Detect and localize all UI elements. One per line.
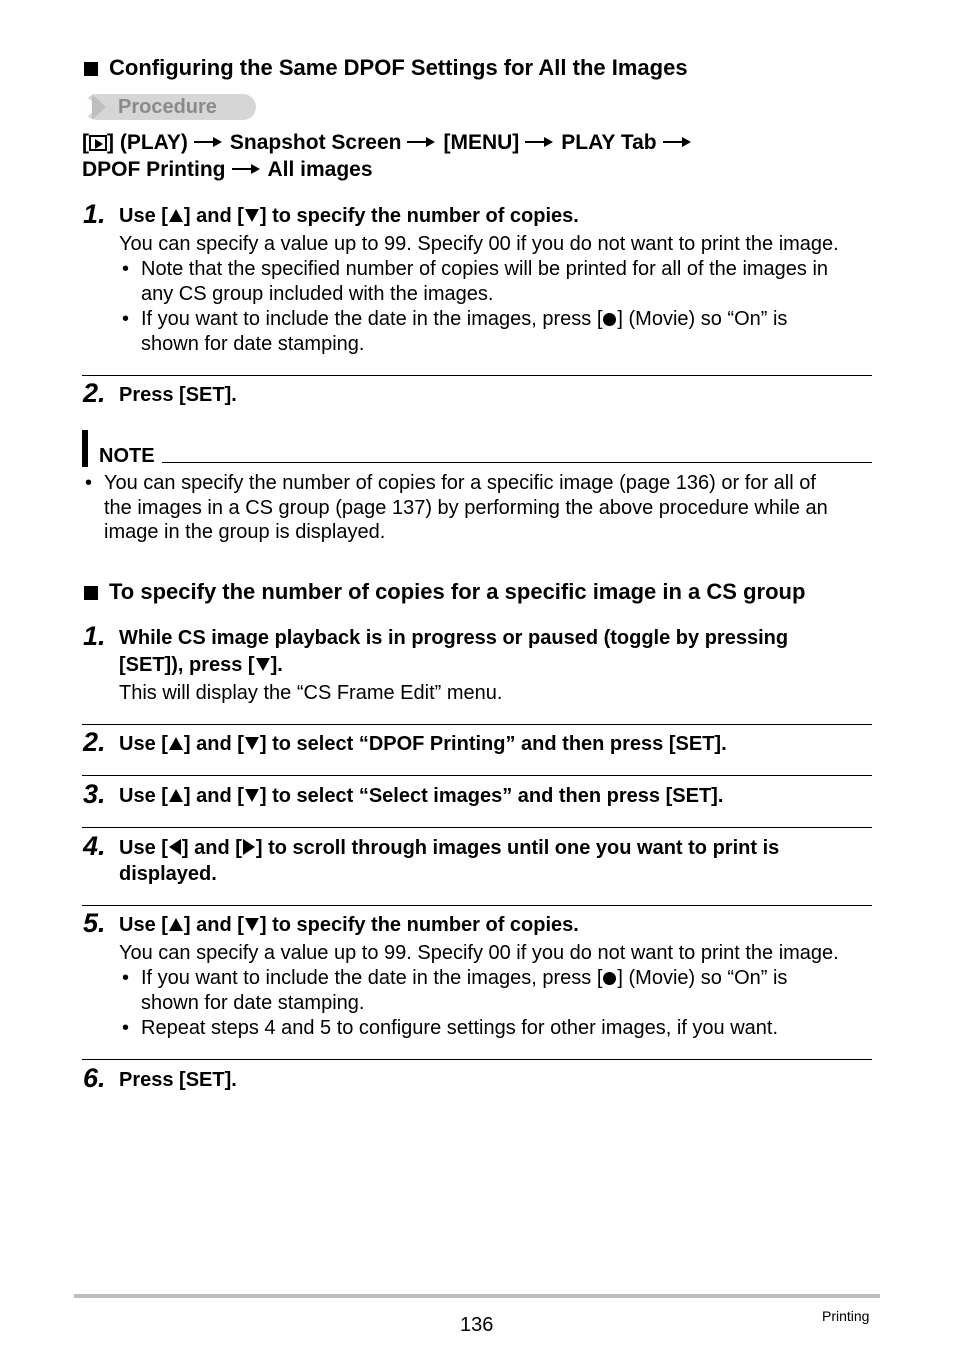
step-instruction-continued: displayed.: [119, 863, 217, 885]
step-divider: [82, 375, 872, 376]
step-number: 2.: [83, 727, 106, 757]
bullet-text: ] (Movie) so “On” is: [617, 308, 788, 330]
step-number: 1.: [83, 621, 106, 651]
step-number: 5.: [83, 908, 106, 938]
step-instruction: [119, 205, 579, 228]
path-play-tab: PLAY Tab: [561, 131, 657, 154]
step-instruction: [119, 733, 727, 756]
step-text: Use [: [119, 205, 168, 227]
square-bullet-icon: [84, 62, 98, 76]
step-instruction: [119, 785, 723, 808]
play-icon: [89, 135, 107, 151]
step-divider: [82, 827, 872, 828]
note-item: • You can specify the number of copies for a specific image (page 136) or for all of: [104, 472, 816, 495]
bullet-item: [141, 967, 787, 990]
step-text: Use [: [119, 914, 168, 936]
bullet-text: If you want to include the date in the images, press [: [141, 967, 603, 989]
down-arrow-icon: [256, 658, 270, 671]
step-body: You can specify a value up to 99. Specify 00 if you do not want to print the image.: [119, 233, 839, 255]
bullet-item-continued: any CS group included with the images.: [141, 283, 494, 305]
step-body: This will display the “CS Frame Edit” menu.: [119, 682, 503, 704]
step-divider: [82, 724, 872, 725]
square-bullet-icon: [84, 586, 98, 600]
step-instruction: Press [SET].: [119, 384, 237, 406]
step-text: ] and [: [183, 785, 244, 807]
down-arrow-icon: [245, 209, 259, 222]
movie-button-icon: [603, 972, 616, 985]
step-instruction: While CS image playback is in progress or paused (toggle by pressing: [119, 627, 789, 649]
step-divider: [82, 775, 872, 776]
path-dpof-printing: DPOF Printing: [82, 158, 226, 181]
section-heading-all-images: [84, 55, 688, 81]
footer-section-name: Printing: [822, 1308, 870, 1324]
step-number: 2.: [83, 378, 106, 408]
step-text: ] to select “DPOF Printing” and then press [SET].: [259, 733, 727, 755]
section-heading-text: To specify the number of copies for a specific image in a CS group: [109, 579, 806, 604]
note-bar: [82, 430, 88, 467]
movie-button-icon: [603, 313, 616, 326]
up-arrow-icon: [169, 789, 183, 802]
step-text: ] and [: [183, 205, 244, 227]
procedure-label: Procedure: [118, 96, 217, 118]
note-item-continued: the images in a CS group (page 137) by performing the above procedure while an: [104, 497, 828, 519]
up-arrow-icon: [169, 918, 183, 931]
step-text: Use [: [119, 837, 168, 859]
step-instruction: [119, 914, 579, 937]
step-body: You can specify a value up to 99. Specify 00 if you do not want to print the image.: [119, 942, 839, 964]
bullet-item: • Note that the specified number of copies will be printed for all of the images in: [141, 258, 828, 281]
step-number: 3.: [83, 779, 106, 809]
arrow-right-icon: [407, 137, 437, 147]
arrow-right-icon: [525, 137, 555, 147]
step-text: ] to specify the number of copies.: [259, 205, 579, 227]
step-number: 1.: [83, 199, 106, 229]
step-text: ].: [270, 654, 283, 676]
bullet-item: [141, 308, 787, 331]
menu-path-line-2: [82, 158, 373, 182]
step-instruction: [119, 837, 779, 860]
step-text: Use [: [119, 785, 168, 807]
down-arrow-icon: [245, 918, 259, 931]
bullet-item: • Repeat steps 4 and 5 to configure settings for other images, if you want.: [141, 1017, 778, 1040]
chevron-shade-icon: [92, 94, 106, 120]
up-arrow-icon: [169, 209, 183, 222]
bullet-item-continued: shown for date stamping.: [141, 333, 365, 355]
step-text: ] to scroll through images until one you want to print is: [255, 837, 780, 859]
step-text: ] and [: [183, 733, 244, 755]
down-arrow-icon: [245, 737, 259, 750]
step-text: ] and [: [181, 837, 242, 859]
arrow-right-icon: [663, 137, 693, 147]
step-text: ] to select “Select images” and then press [SET].: [259, 785, 724, 807]
arrow-right-icon: [232, 164, 262, 174]
footer-divider: [74, 1294, 880, 1298]
left-arrow-icon: [169, 839, 181, 855]
path-snapshot-screen: Snapshot Screen: [229, 131, 402, 154]
step-instruction: Press [SET].: [119, 1069, 237, 1091]
menu-path-line-1: [ ] (PLAY) Snapshot Screen [MENU] PLAY Tab: [82, 131, 699, 155]
up-arrow-icon: [169, 737, 183, 750]
right-arrow-icon: [243, 839, 255, 855]
step-text: Use [: [119, 733, 168, 755]
section-heading-text: Configuring the Same DPOF Settings for All the Images: [109, 55, 688, 80]
bullet-item-continued: shown for date stamping.: [141, 992, 365, 1014]
step-text: ] and [: [183, 914, 244, 936]
section-heading-cs-group: [84, 579, 805, 605]
step-number: 6.: [83, 1063, 106, 1093]
path-all-images: All images: [267, 158, 373, 181]
bullet-text: If you want to include the date in the images, press [: [141, 308, 603, 330]
bullet-text: ] (Movie) so “On” is: [617, 967, 788, 989]
path-menu: [MENU]: [443, 131, 520, 154]
step-number: 4.: [83, 831, 106, 861]
note-label: NOTE: [99, 445, 155, 467]
arrow-right-icon: [194, 137, 224, 147]
step-divider: [82, 905, 872, 906]
step-instruction-continued: [119, 654, 283, 677]
page-number: 136: [460, 1314, 494, 1336]
step-divider: [82, 1059, 872, 1060]
down-arrow-icon: [245, 789, 259, 802]
note-item-continued: image in the group is displayed.: [104, 521, 386, 543]
path-play: ] (PLAY): [107, 131, 188, 154]
step-text: ] to specify the number of copies.: [259, 914, 579, 936]
step-text: [SET]), press [: [119, 654, 255, 676]
note-divider: [162, 462, 872, 463]
